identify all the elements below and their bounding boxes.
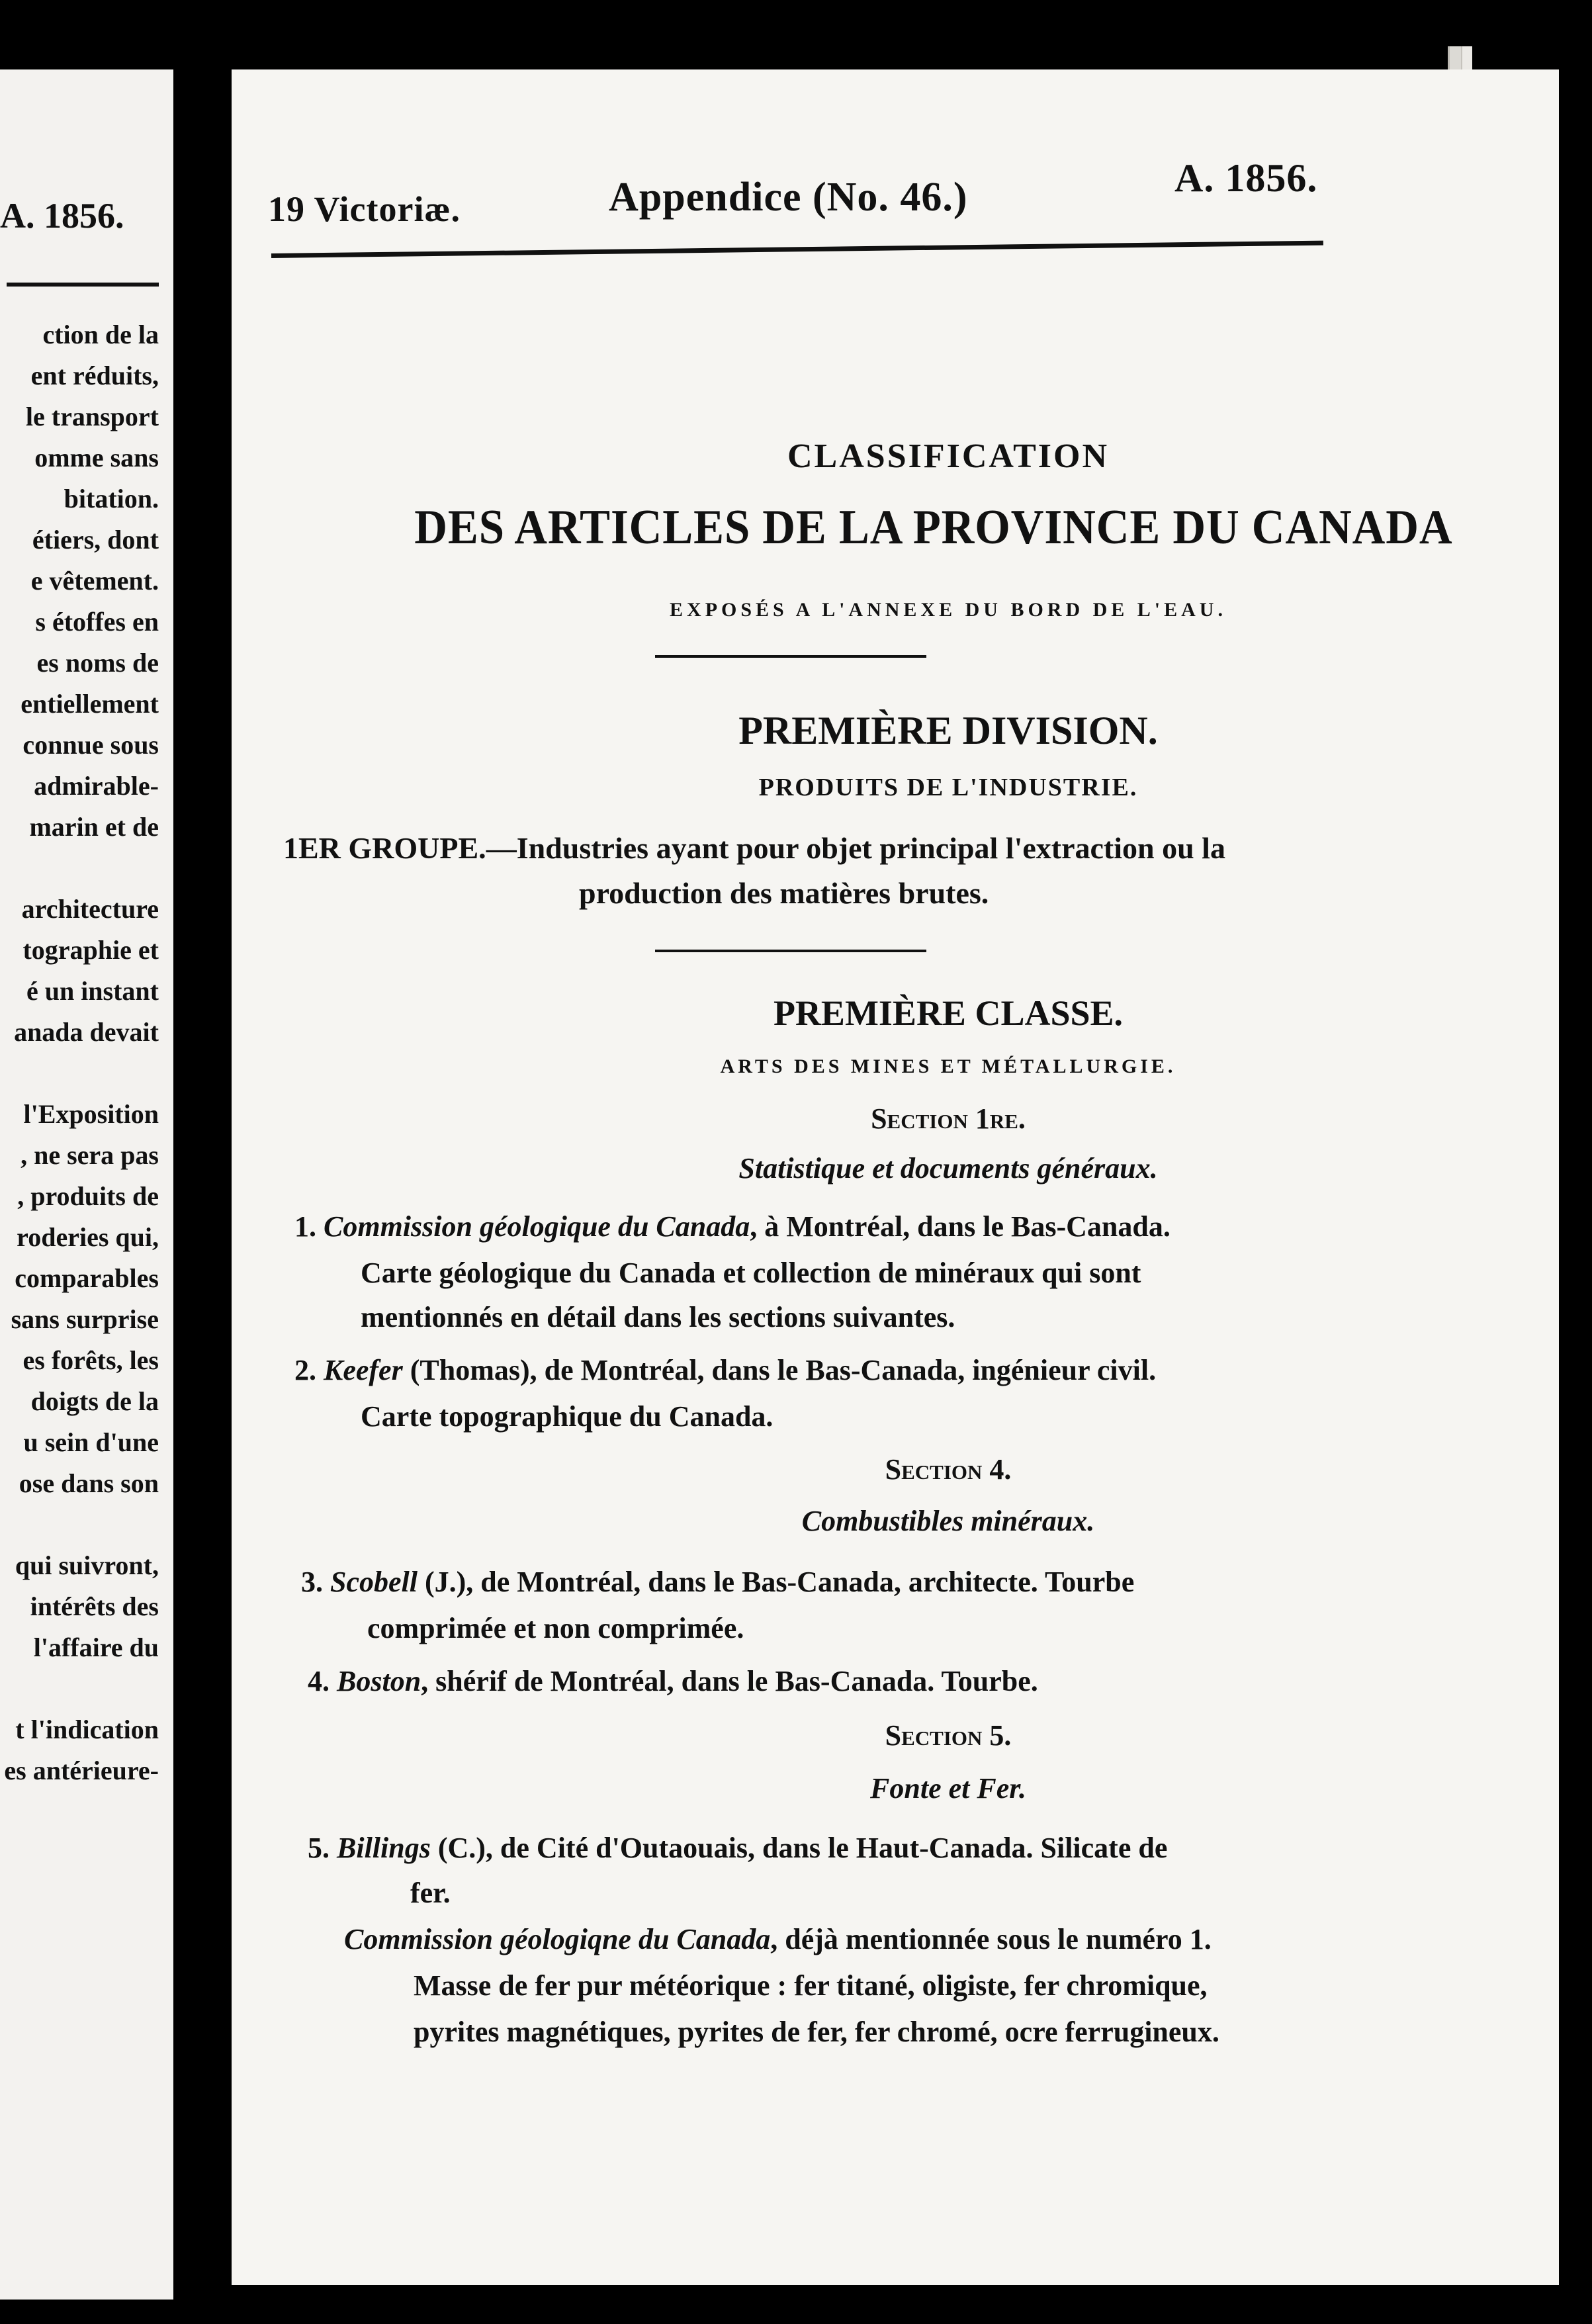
section-1-subheading: Statistique et documents généraux. bbox=[738, 1152, 1158, 1184]
entry-2-line-1 bbox=[294, 1353, 1156, 1387]
entry-number: 5. bbox=[308, 1832, 330, 1864]
entry-1-line-1 bbox=[294, 1210, 1171, 1243]
left-page-line: anada devait bbox=[14, 1017, 159, 1047]
left-page-line: marin et de bbox=[29, 812, 159, 842]
left-page-line: comparables bbox=[15, 1263, 159, 1293]
left-page-line: ent réduits, bbox=[30, 361, 159, 390]
header-right: A. 1856. bbox=[1174, 156, 1318, 200]
division-title: PREMIÈRE DIVISION. bbox=[738, 709, 1158, 752]
left-page-line: architecture bbox=[21, 894, 159, 924]
section-4-subheading: Combustibles minéraux. bbox=[801, 1505, 1095, 1537]
left-page-line: e vêtement. bbox=[30, 566, 159, 596]
entry-6-line-2: Masse de fer pur météorique : fer titané, oligiste, fer chromique, bbox=[414, 1969, 1208, 2002]
title-main: DES ARTICLES DE LA PROVINCE DU CANADA bbox=[414, 500, 1453, 555]
divider bbox=[655, 950, 926, 952]
group-line-1 bbox=[283, 830, 1225, 866]
left-page-line: connue sous bbox=[22, 730, 159, 760]
entry-number: 1. bbox=[294, 1210, 316, 1243]
entry-6-line-1 bbox=[344, 1922, 1212, 1956]
left-page-line: étiers, dont bbox=[32, 525, 159, 555]
entry-number: 2. bbox=[294, 1354, 316, 1386]
entry-4-line-1 bbox=[308, 1664, 1038, 1698]
left-page bbox=[0, 69, 173, 2300]
left-page-line: , produits de bbox=[17, 1181, 159, 1211]
classe-title: PREMIÈRE CLASSE. bbox=[773, 993, 1124, 1033]
entry-name: Keefer bbox=[324, 1354, 403, 1386]
entry-text: (C.), de Cité d'Outaouais, dans le Haut-Canada. Silicate de bbox=[430, 1832, 1168, 1864]
header-center: Appendice (No. 46.) bbox=[609, 175, 968, 220]
left-page-line: admirable- bbox=[34, 771, 159, 801]
entry-text: (J.), de Montréal, dans le Bas-Canada, architecte. Tourbe bbox=[417, 1566, 1135, 1598]
entry-5-line-1 bbox=[308, 1831, 1167, 1865]
left-page-line: es antérieure- bbox=[4, 1756, 159, 1785]
header-rule bbox=[271, 241, 1323, 258]
entry-2-line-2: Carte topographique du Canada. bbox=[361, 1400, 774, 1433]
left-page-line bbox=[4, 1053, 159, 1094]
section-1-heading: Section 1re. bbox=[871, 1102, 1026, 1135]
left-page-text-column bbox=[4, 314, 159, 1791]
arts-title: ARTS DES MINES ET MÉTALLURGIE. bbox=[720, 1055, 1176, 1077]
left-page-line bbox=[4, 1504, 159, 1545]
left-page-line: entiellement bbox=[21, 689, 159, 719]
section-4-heading: Section 4. bbox=[885, 1453, 1012, 1486]
entry-number: 3. bbox=[301, 1566, 323, 1598]
entry-name: Billings bbox=[337, 1832, 431, 1864]
entry-5-line-2: fer. bbox=[410, 1877, 451, 1909]
entry-name: Commission géologiqne du Canada bbox=[344, 1923, 771, 1955]
left-page-line: qui suivront, bbox=[15, 1550, 159, 1580]
title-sub: EXPOSÉS A L'ANNEXE DU BORD DE L'EAU. bbox=[670, 599, 1227, 621]
entry-name: Boston bbox=[337, 1665, 421, 1697]
left-page-line: t l'indication bbox=[15, 1715, 159, 1744]
entry-3-line-2: comprimée et non comprimée. bbox=[367, 1612, 744, 1644]
left-page-line: l'affaire du bbox=[33, 1632, 159, 1662]
group-line-2: production des matières brutes. bbox=[579, 876, 989, 910]
main-page bbox=[232, 69, 1559, 2285]
left-page-line bbox=[4, 1668, 159, 1709]
entry-text: , à Montréal, dans le Bas-Canada. bbox=[750, 1210, 1171, 1243]
left-page-year: A. 1856. bbox=[0, 196, 124, 236]
entry-1-line-2: Carte géologique du Canada et collection de minéraux qui sont bbox=[361, 1257, 1141, 1289]
left-page-line: é un instant bbox=[26, 976, 159, 1006]
entry-text: , déjà mentionnée sous le numéro 1. bbox=[770, 1923, 1212, 1955]
section-5-heading: Section 5. bbox=[885, 1719, 1012, 1752]
left-page-line: es forêts, les bbox=[22, 1345, 159, 1375]
left-page-line: s étoffes en bbox=[35, 607, 159, 637]
header-left: 19 Victoriæ. bbox=[268, 189, 461, 229]
left-page-line: le transport bbox=[25, 402, 159, 431]
left-page-line: doigts de la bbox=[30, 1386, 159, 1416]
divider bbox=[655, 655, 926, 658]
left-page-line: tographie et bbox=[22, 935, 159, 965]
title-classification: CLASSIFICATION bbox=[787, 437, 1110, 475]
entry-text: (Thomas), de Montréal, dans le Bas-Canada, ingénieur civil. bbox=[402, 1354, 1157, 1386]
left-page-line: ction de la bbox=[42, 320, 159, 349]
left-page-rule bbox=[7, 283, 159, 287]
group-label: 1ER GROUPE. bbox=[283, 831, 486, 865]
entry-name: Commission géologique du Canada bbox=[324, 1210, 750, 1243]
left-page-line: roderies qui, bbox=[17, 1222, 159, 1252]
entry-name: Scobell bbox=[330, 1566, 418, 1598]
left-page-line: intérêts des bbox=[30, 1591, 159, 1621]
left-page-line: , ne sera pas bbox=[21, 1140, 159, 1170]
left-page-line: l'Exposition bbox=[23, 1099, 159, 1129]
left-page-line bbox=[4, 848, 159, 889]
entry-number: 4. bbox=[308, 1665, 330, 1697]
left-page-line: ose dans son bbox=[19, 1468, 159, 1498]
left-page-line: es noms de bbox=[36, 648, 159, 678]
products-title: PRODUITS DE L'INDUSTRIE. bbox=[758, 774, 1138, 801]
entry-text: , shérif de Montréal, dans le Bas-Canada. Tourbe. bbox=[421, 1665, 1038, 1697]
group-text: —Industries ayant pour objet principal l'extraction ou la bbox=[486, 831, 1225, 865]
entry-6-line-3: pyrites magnétiques, pyrites de fer, fer chromé, ocre ferrugineux. bbox=[414, 2016, 1219, 2048]
left-page-line: sans surprise bbox=[11, 1304, 159, 1334]
left-page-line: u sein d'une bbox=[23, 1427, 159, 1457]
entry-1-line-3: mentionnés en détail dans les sections suivantes. bbox=[361, 1301, 955, 1333]
left-page-line: bitation. bbox=[64, 484, 159, 514]
entry-3-line-1 bbox=[301, 1565, 1134, 1599]
section-5-subheading: Fonte et Fer. bbox=[870, 1772, 1026, 1805]
left-page-line: omme sans bbox=[34, 443, 159, 472]
